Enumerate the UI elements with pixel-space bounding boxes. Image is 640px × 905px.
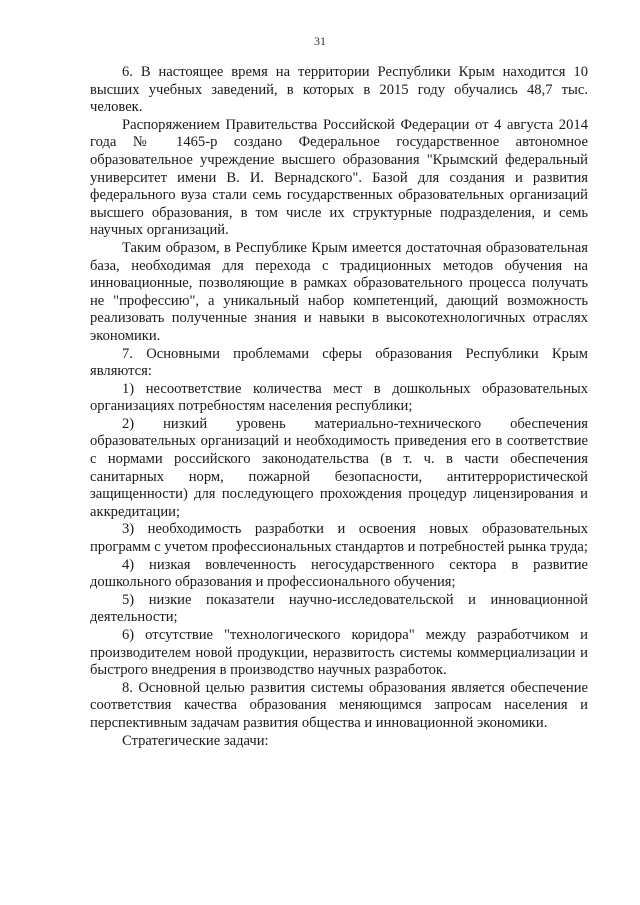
paragraph-strategic-tasks: Стратегические задачи: — [122, 732, 269, 749]
list-item-problem-4: 4) низкая вовлеченность негосударственного сектора в развитие дошкольного образования и профессионального обучения; — [90, 556, 588, 591]
list-item-problem-1: 1) несоответствие количества мест в дошкольных образовательных организациях потребностям населения республики; — [90, 380, 588, 415]
paragraph-kfu-decree: Распоряжением Правительства Российской Федерации от 4 августа 2014 года № 1465-р создано Федеральное государственное автономное образовательное учреждение высшего образования "Крымский федеральный университет имени В. И. Вернадского". Базой для создания и развития федерального вуза стали семь государственных образовательных организаций высшего образования, в том числе их структурные подразделения, и семь научных организаций. — [90, 116, 588, 239]
paragraph-universities: 6. В настоящее время на территории Республики Крым находится 10 высших учебных заведений, в которых в 2015 году обучались 48,7 тыс. человек. — [90, 64, 588, 116]
document-body — [90, 64, 588, 750]
list-item-problem-3: 3) необходимость разработки и освоения новых образовательных программ с учетом профессиональных стандартов и потребностей рынка труда; — [90, 521, 588, 556]
list-item-problem-6: 6) отсутствие "технологического коридора" между разработчиком и производителем новой продукции, неразвитость системы коммерциализации и быстрого внедрения в производство научных разработок. — [90, 627, 588, 679]
list-item-problem-5: 5) низкие показатели научно-исследовательской и инновационной деятельности; — [90, 591, 588, 626]
page-number: 31 — [314, 34, 326, 48]
paragraph-main-problems: 7. Основными проблемами сферы образования Республики Крым являются: — [90, 345, 588, 380]
list-item-problem-2: 2) низкий уровень материально-технического обеспечения образовательных организаций и необходимость приведения его в соответствие с нормами российского законодательства (в т. ч. в части обеспечения санитарных норм, пожарной безопасности, антитеррористической защищенности) для последующего прохождения процедур лицензирования и аккредитации; — [90, 415, 588, 520]
paragraph-education-base: Таким образом, в Республике Крым имеется достаточная образовательная база, необходимая для перехода с традиционных методов обучения на инновационные, позволяющие в рамках образовательного процесса получать не "профессию", а уникальный набор компетенций, дающий возможность реализовать полученные знания и навыки в высокотехнологичных отраслях экономики. — [90, 239, 588, 344]
paragraph-main-goal: 8. Основной целью развития системы образования является обеспечение соответствия качества образования меняющимся запросам населения и перспективным задачам развития общества и инновационной экономики. — [90, 679, 588, 731]
